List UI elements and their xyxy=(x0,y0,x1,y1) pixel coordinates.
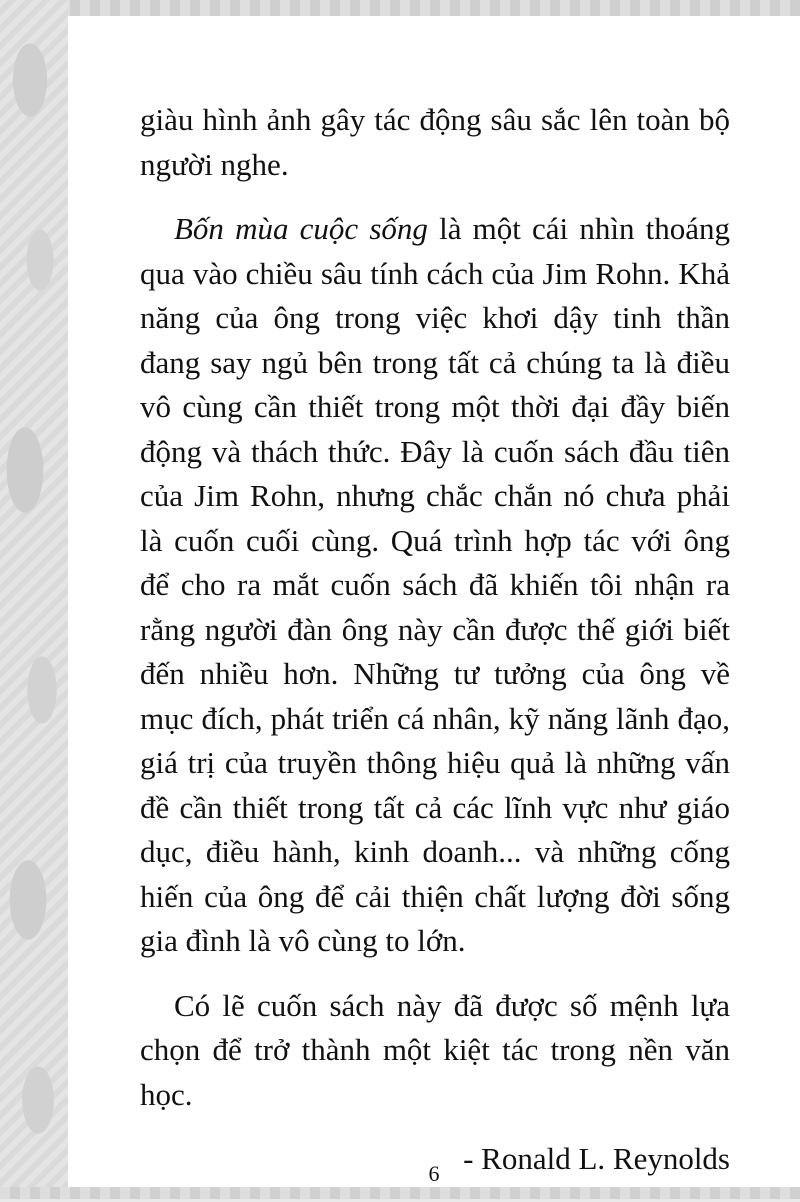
paragraph-closing: Có lẽ cuốn sách này đã được số mệnh lựa chọn để trở thành một kiệt tác trong nền văn học. xyxy=(140,987,730,1112)
author-signature: - Ronald L. Reynolds xyxy=(463,1141,730,1176)
paragraph-book-intro-text: là một cái nhìn thoáng qua vào chiều sâu tính cách của Jim Rohn. Khả năng của ông trong việc khơi dậy tinh thần đang say ngủ bên trong tất cả chúng ta là điều vô cùng cần thiết trong một thời đại đầy biến động và thách thức. Đây là cuốn sách đầu tiên của Jim Rohn, nhưng chắc chắn nó chưa phải là cuốn cuối cùng. Quá trình hợp tác với ông để cho ra mắt cuốn sách đã khiến tôi nhận ra rằng người đàn ông này cần được thế giới biết đến nhiều hơn. Những tư tưởng của ông về mục đích, phát triển cá nhân, kỹ năng lãnh đạo, giá trị của truyền thông hiệu quả là những vấn đề cần thiết trong tất cả các lĩnh vực như giáo dục, điều hành, kinh doanh... và những cống hiến của ông để cải thiện chất lượng đời sống gia đình là vô cùng to lớn. xyxy=(140,211,730,958)
page-number: 6 xyxy=(428,1161,440,1186)
page-body xyxy=(140,98,730,1202)
paragraph-book-intro xyxy=(140,207,730,964)
decorative-top-border xyxy=(0,0,800,16)
decorative-left-border xyxy=(0,0,68,1199)
book-title: Bốn mùa cuộc sống xyxy=(174,211,428,246)
book-page xyxy=(68,16,800,1187)
paragraph-continuation: giàu hình ảnh gây tác động sâu sắc lên toàn bộ người nghe. xyxy=(140,102,730,182)
